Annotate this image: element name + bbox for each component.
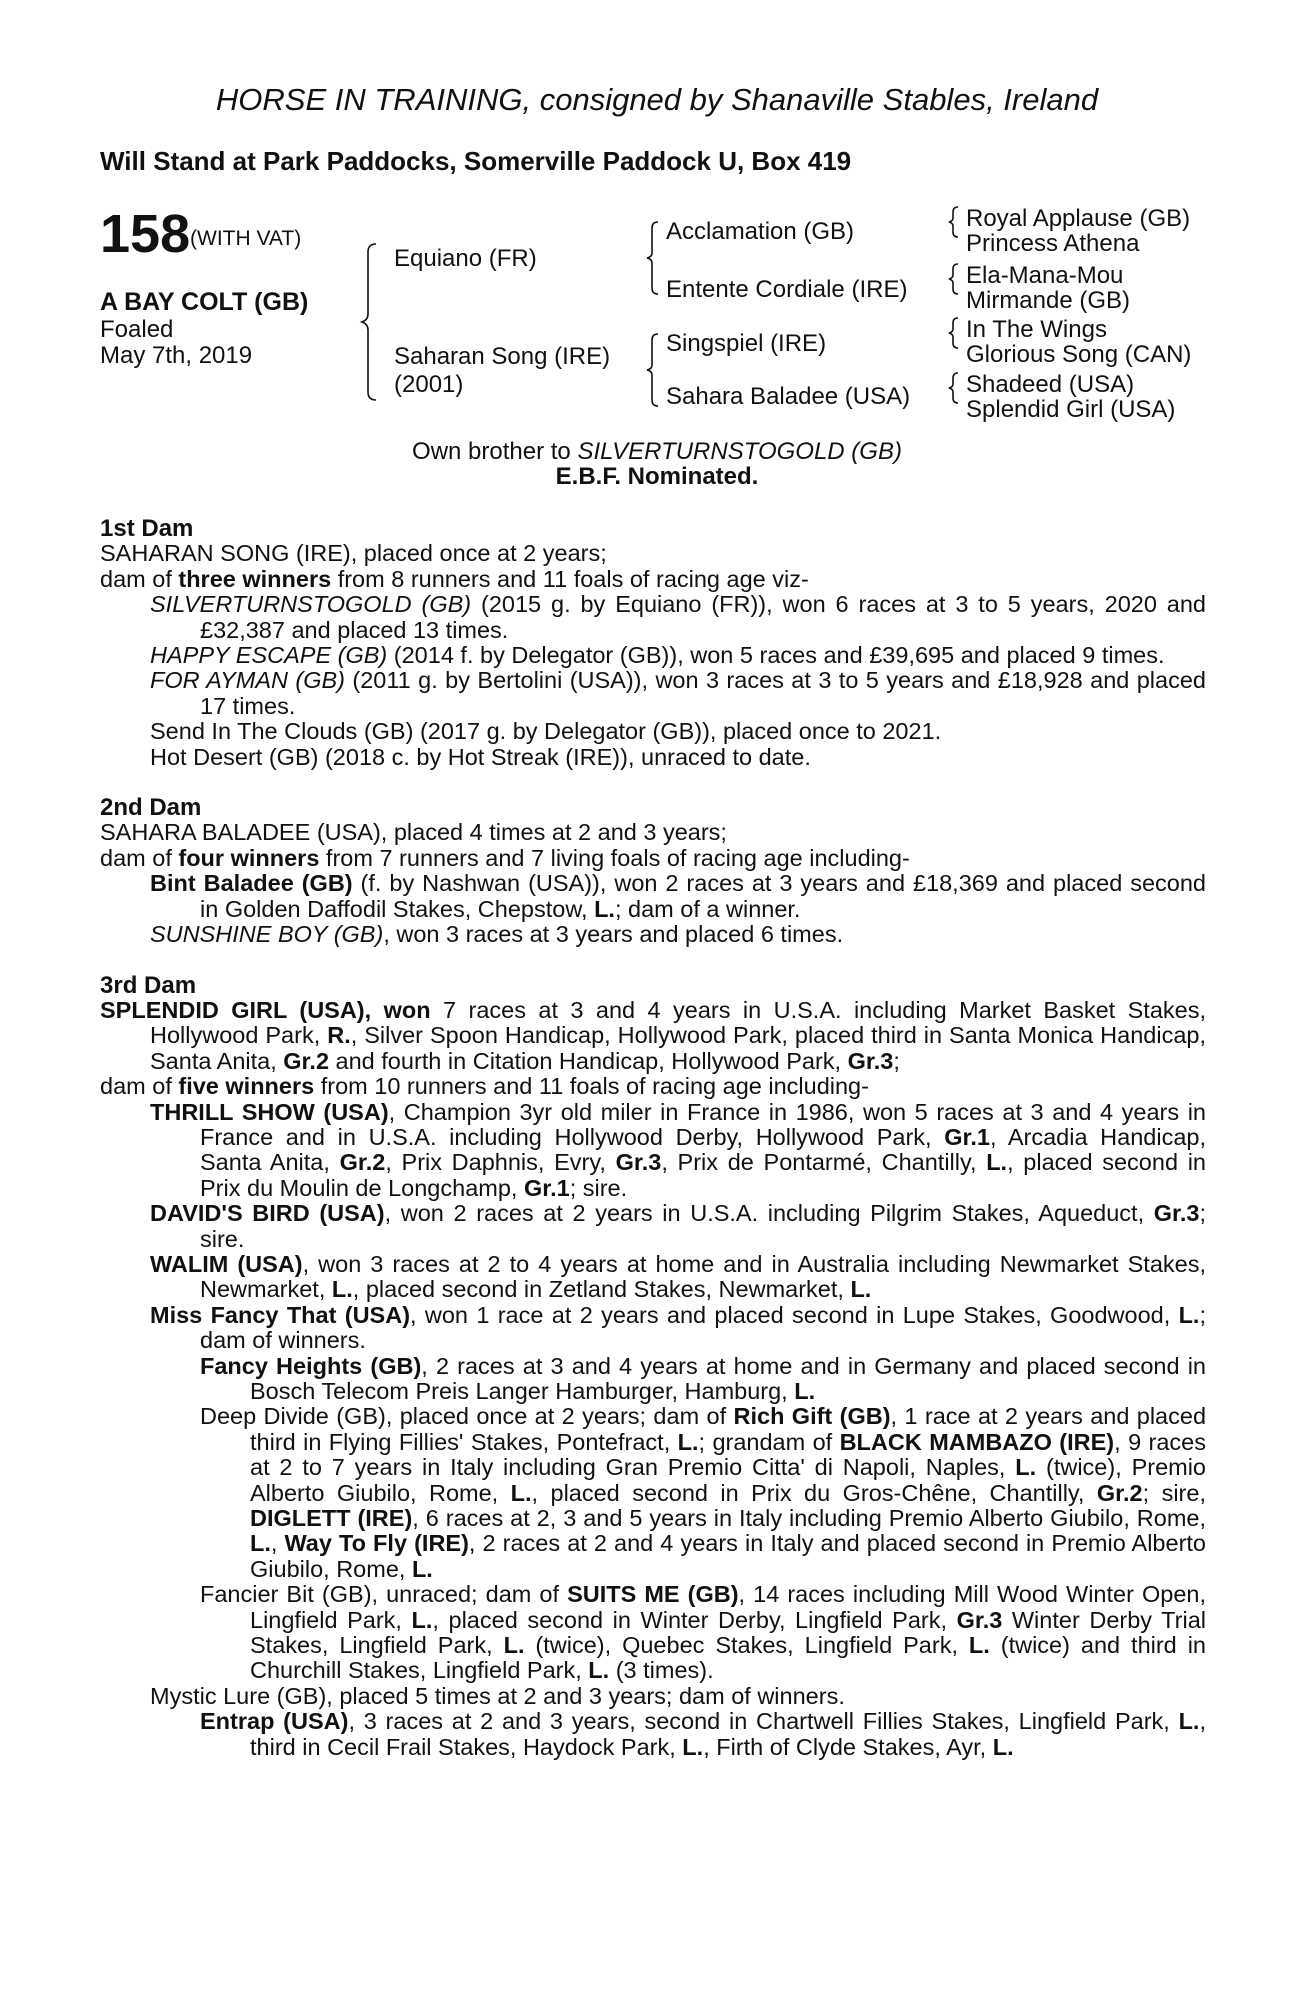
foaled-label: Foaled xyxy=(100,316,174,343)
third-dam-produce-line: dam of five winners from 10 runners and 11 foals of racing age including- xyxy=(100,1073,869,1100)
ebf-nominated: E.B.F. Nominated. xyxy=(555,463,759,490)
brace-g3 xyxy=(949,318,958,348)
pedigree-dam: Saharan Song (IRE) xyxy=(394,343,611,370)
first-dam-heading: 1st Dam xyxy=(100,515,194,542)
grand-produce-entry: Fancy Heights (GB), 2 races at 3 and 4 years at home and in Germany and placed second in Bosch Telecom Preis Langer Hamburger, Hamburg, L. xyxy=(200,1352,1206,1404)
horse-description: A BAY COLT (GB) xyxy=(100,288,309,316)
produce-entry: SILVERTURNSTOGOLD (GB) (2015 g. by Equiano (FR)), won 6 races at 3 to 5 years, 2020 and £32,387 and placed 13 times. xyxy=(150,591,1206,643)
produce-entry: THRILL SHOW (USA), Champion 3yr old miler in France in 1986, won 5 races at 3 and 4 years in France and in U.S.A. including Hollywood Derby, Hollywood Park, Gr.1, Arcadia Handicap, Santa Anita, Gr.2, Prix Daphnis, Evry, Gr.3, Prix de Pontarmé, Chantilly, L., placed second in Prix du Moulin de Longchamp, Gr.1; sire. xyxy=(150,1098,1206,1201)
brace-sire xyxy=(647,222,658,294)
vat-label: (WITH VAT) xyxy=(190,227,302,250)
grand-produce-entry: Entrap (USA), 3 races at 2 and 3 years, second in Chartwell Fillies Stakes, Lingfield Park, L., third in Cecil Frail Stakes, Haydock Park, L., Firth of Clyde Stakes, Ayr, L. xyxy=(200,1708,1206,1760)
second-dam-produce-line: dam of four winners from 7 runners and 7 living foals of racing age including- xyxy=(100,844,910,871)
pedigree-g2: Princess Athena xyxy=(966,230,1140,257)
brace-g1 xyxy=(949,207,958,237)
produce-entry: Miss Fancy That (USA), won 1 race at 2 years and placed second in Lupe Stakes, Goodwood, L.; dam of winners. xyxy=(150,1301,1206,1354)
pedigree-dam-sire: Singspiel (IRE) xyxy=(666,330,827,357)
pedigree-g7: Shadeed (USA) xyxy=(966,371,1135,398)
brace-main xyxy=(362,244,376,400)
family-details xyxy=(100,516,1206,1760)
lot-number: 158 xyxy=(100,204,191,264)
second-dam-section xyxy=(100,795,1206,947)
pedigree-sire-sire: Acclamation (GB) xyxy=(666,218,855,245)
pedigree-sire: Equiano (FR) xyxy=(394,245,537,272)
grand-produce-entry: Deep Divide (GB), placed once at 2 years; dam of Rich Gift (GB), 1 race at 2 years and placed third in Flying Fillies' Stakes, Pontefract, L.; grandam of BLACK MAMBAZO (IRE), 9 races at 2 to 7 years in Italy including Gran Premio Citta' di Napoli, Naples, L. (twice), Premio Alberto Giubilo, Rome, L., placed second in Prix du Gros-Chêne, Chantilly, Gr.2; sire, DIGLETT (IRE), 6 races at 2, 3 and 5 years in Italy including Premio Alberto Giubilo, Rome, L., Way To Fly (IRE), 2 races at 2 and 4 years in Italy and placed second in Premio Alberto Giubilo, Rome, L. xyxy=(200,1403,1207,1582)
grand-produce-entry: Fancier Bit (GB), unraced; dam of SUITS ME (GB), 14 races including Mill Wood Winter Open, Lingfield Park, L., placed second in Winter Derby, Lingfield Park, Gr.3 Winter Derby Trial Stakes, Lingfield Park, L. (twice), Quebec Stakes, Lingfield Park, L. (twice) and third in Churchill Stakes, Lingfield Park, L. (3 times). xyxy=(200,1581,1206,1684)
first-dam-section xyxy=(100,516,1206,770)
pedigree-dam-year: (2001) xyxy=(394,371,464,398)
produce-entry: Send In The Clouds (GB) (2017 g. by Delegator (GB)), placed once to 2021. xyxy=(150,718,942,745)
brother-note: Own brother to SILVERTURNSTOGOLD (GB) xyxy=(412,438,902,465)
produce-entry: Bint Baladee (GB) (f. by Nashwan (USA)), won 2 races at 3 years and £18,369 and placed second in Golden Daffodil Stakes, Chepstow, L.; dam of a winner. xyxy=(150,870,1206,922)
pedigree-g1: Royal Applause (GB) xyxy=(966,205,1191,232)
produce-entry: FOR AYMAN (GB) (2011 g. by Bertolini (USA)), won 3 races at 3 to 5 years and £18,928 and placed 17 times. xyxy=(150,667,1206,719)
brace-dam xyxy=(647,334,658,406)
produce-entry: Hot Desert (GB) (2018 c. by Hot Streak (IRE)), unraced to date. xyxy=(150,743,811,770)
pedigree-dam-dam: Sahara Baladee (USA) xyxy=(666,383,911,410)
produce-entry: SUNSHINE BOY (GB), won 3 races at 3 years and placed 6 times. xyxy=(150,921,844,948)
pedigree-g5: In The Wings xyxy=(966,316,1107,343)
produce-entry: WALIM (USA), won 3 races at 2 to 4 years at home and in Australia including Newmarket Stakes, Newmarket, L., placed second in Zetland Stakes, Newmarket, L. xyxy=(150,1250,1206,1303)
pedigree-g6: Glorious Song (CAN) xyxy=(966,341,1192,368)
first-dam-produce-line: dam of three winners from 8 runners and 11 foals of racing age viz- xyxy=(100,565,809,592)
second-dam-line: SAHARA BALADEE (USA), placed 4 times at 2 and 3 years; xyxy=(100,819,727,846)
first-dam-line: SAHARAN SONG (IRE), placed once at 2 years; xyxy=(100,540,607,567)
foaled-date: May 7th, 2019 xyxy=(100,342,253,369)
pedigree-g4: Mirmande (GB) xyxy=(966,287,1131,314)
pedigree-g8: Splendid Girl (USA) xyxy=(966,396,1176,423)
stand-location: Will Stand at Park Paddocks, Somerville Paddock U, Box 419 xyxy=(100,146,852,176)
produce-entry: DAVID'S BIRD (USA), won 2 races at 2 years in U.S.A. including Pilgrim Stakes, Aqueduct, Gr.3; sire. xyxy=(150,1200,1207,1252)
produce-entry: Mystic Lure (GB), placed 5 times at 2 and 3 years; dam of winners. xyxy=(150,1682,845,1709)
third-dam-line: SPLENDID GIRL (USA), won 7 races at 3 and 4 years in U.S.A. including Market Basket Stakes, Hollywood Park, R., Silver Spoon Handicap, Hollywood Park, placed third in Santa Monica Handicap, Santa Anita, Gr.2 and fourth in Citation Handicap, Hollywood Park, Gr.3; xyxy=(100,996,1206,1074)
brace-g2 xyxy=(949,264,958,294)
produce-entry: HAPPY ESCAPE (GB) (2014 f. by Delegator (GB)), won 5 races and £39,695 and placed 9 times. xyxy=(150,642,1165,669)
pedigree-g3: Ela-Mana-Mou xyxy=(966,262,1124,289)
catalogue-header: HORSE IN TRAINING, consigned by Shanaville Stables, Ireland xyxy=(215,82,1099,117)
second-dam-heading: 2nd Dam xyxy=(100,794,202,822)
third-dam-section xyxy=(100,973,1206,1761)
third-dam-heading: 3rd Dam xyxy=(100,971,197,999)
pedigree-sire-dam: Entente Cordiale (IRE) xyxy=(666,276,908,303)
brace-g4 xyxy=(949,373,958,403)
